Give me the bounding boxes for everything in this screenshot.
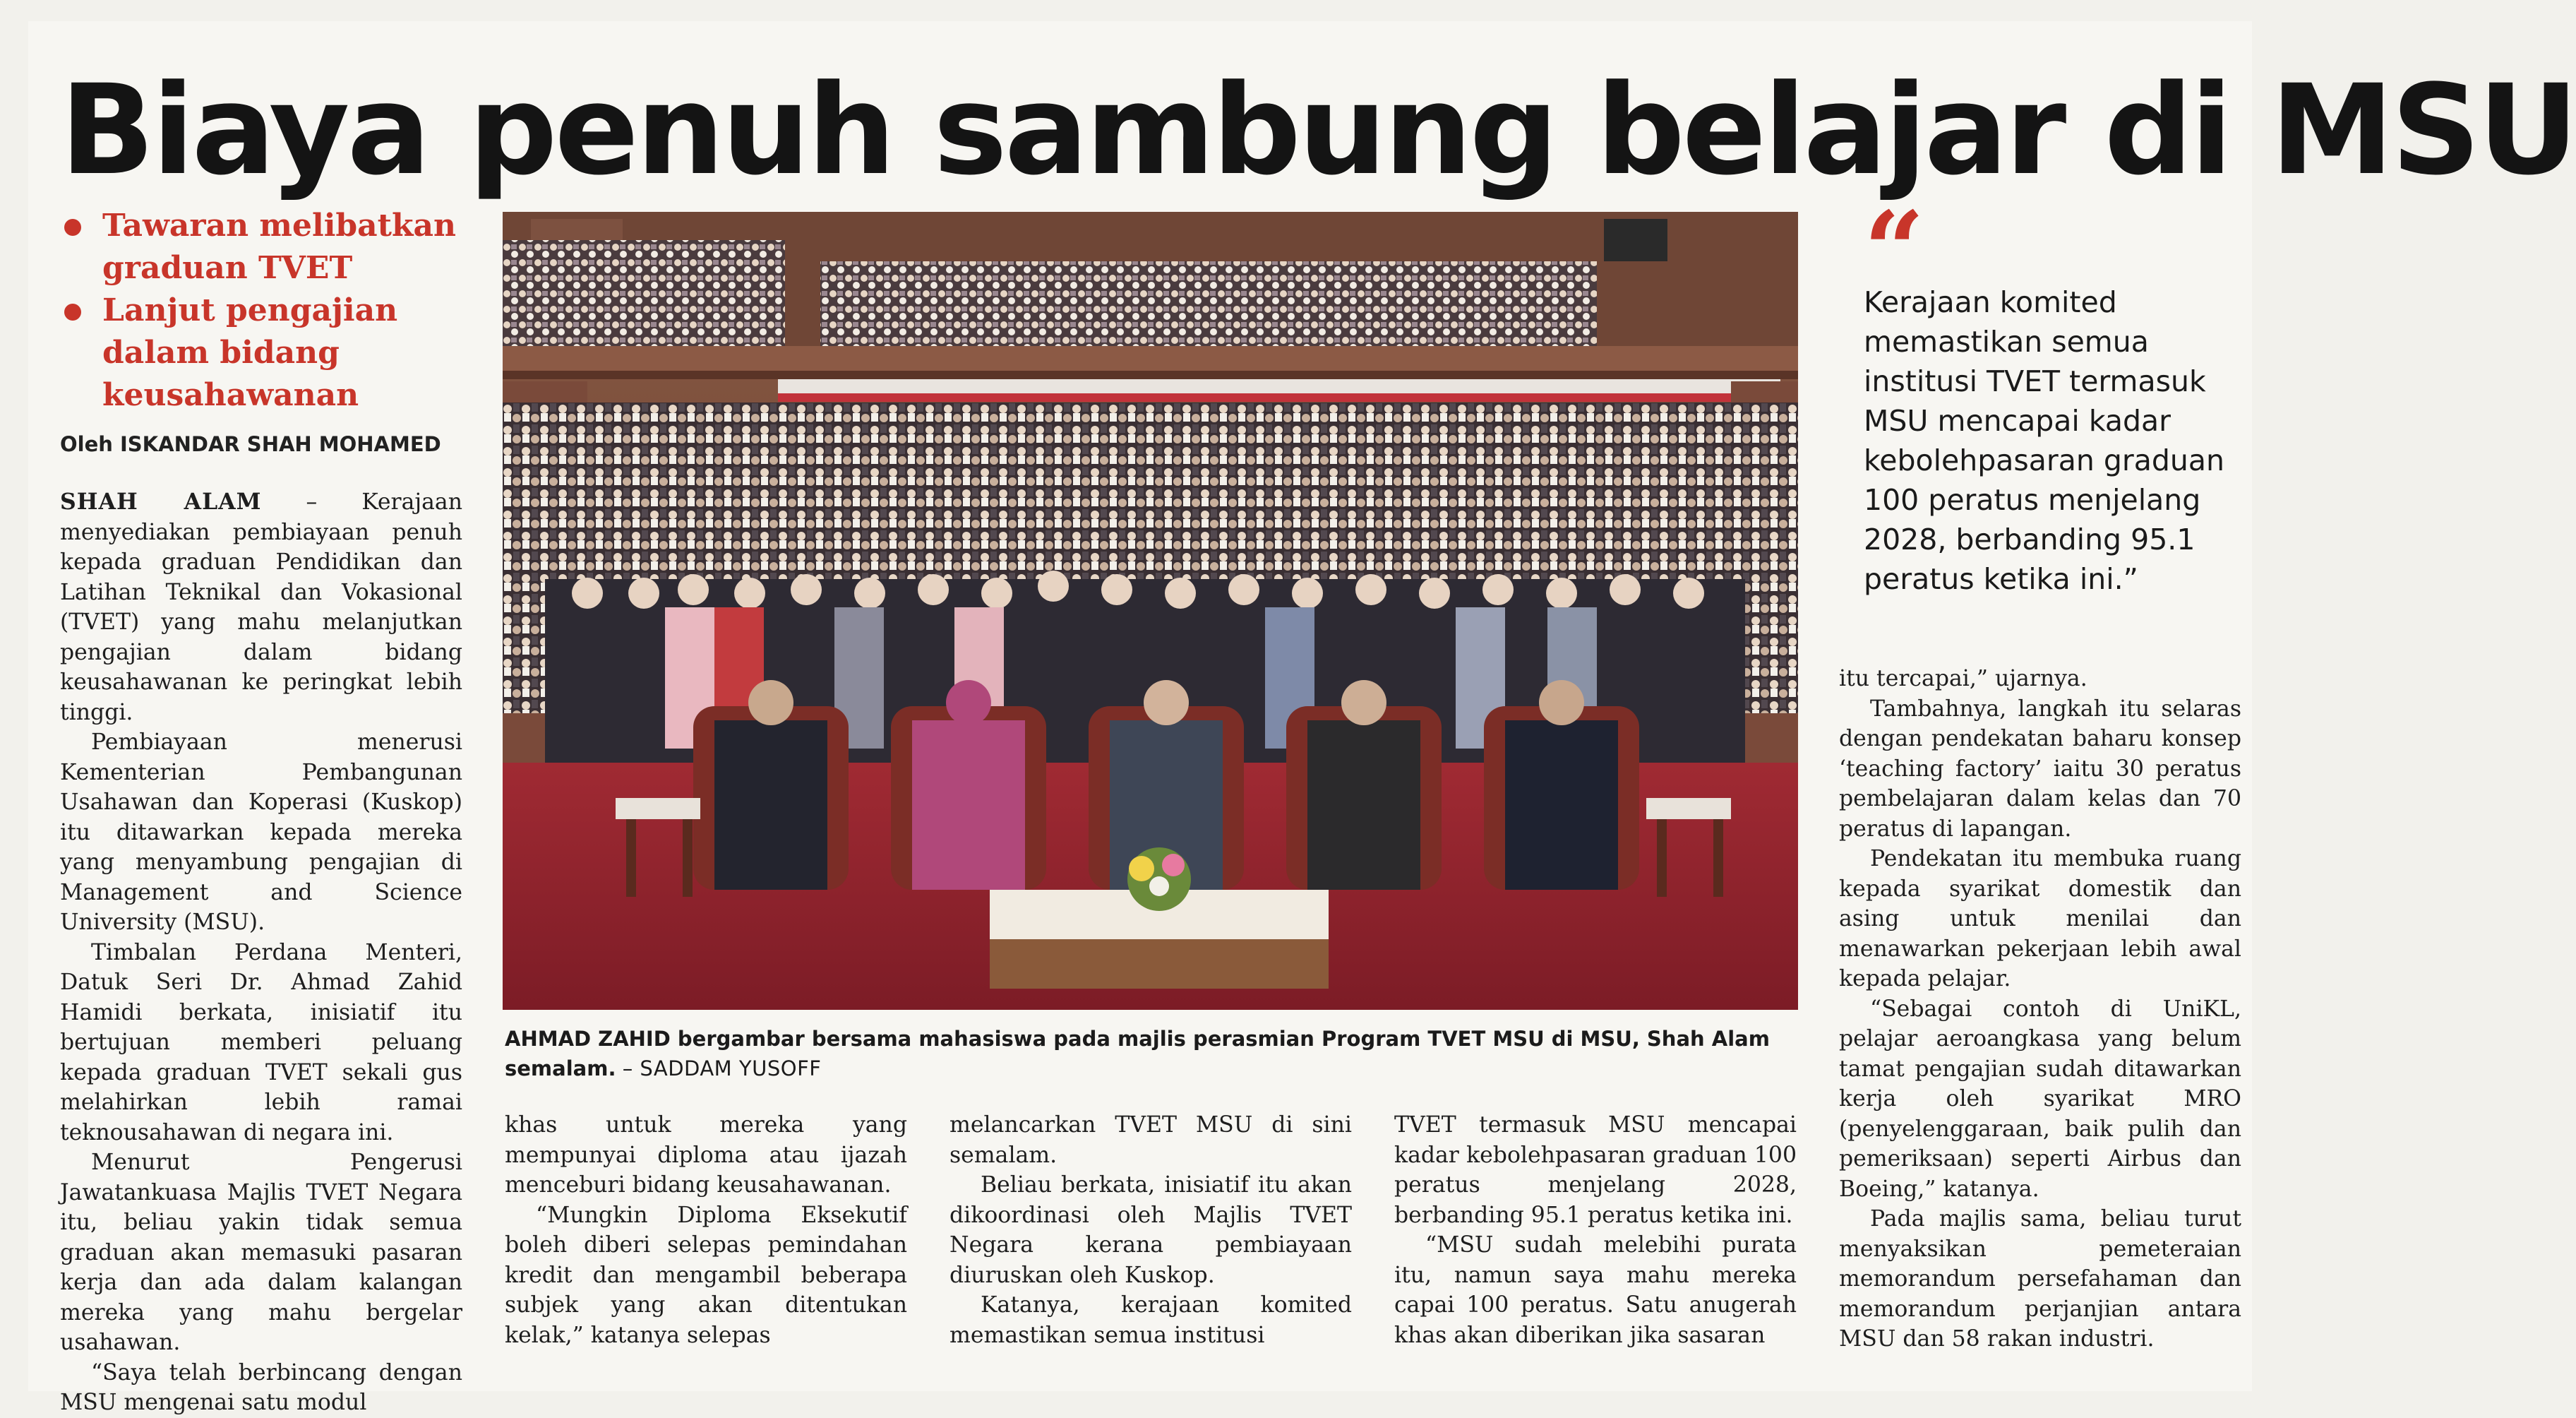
body-column-5 xyxy=(1839,664,2241,1354)
body-column-3 xyxy=(949,1110,1352,1350)
body-column-4 xyxy=(1394,1110,1797,1350)
body-paragraph: “MSU sudah melebihi purata itu, namun saya mahu mereka capai 100 peratus. Satu anugerah khas akan diberikan jika sasaran xyxy=(1394,1232,1797,1348)
body-paragraph: khas untuk mereka yang mempunyai diploma atau ijazah menceburi bidang keusahawanan. xyxy=(505,1112,907,1198)
body-paragraph: “Saya telah berbincang dengan MSU mengenai satu modul xyxy=(60,1359,462,1415)
pull-quote xyxy=(1864,189,2245,599)
headline: Biaya penuh sambung belajar di MSU xyxy=(60,58,2576,203)
summary-bullet-text: Tawaran melibatkan graduan TVET xyxy=(102,208,456,286)
summary-bullet xyxy=(60,205,469,290)
bullet-dot-icon xyxy=(64,219,81,236)
body-paragraph: Katanya, kerajaan komited memastikan semua institusi xyxy=(949,1292,1352,1348)
byline: Oleh ISKANDAR SHAH MOHAMED xyxy=(60,432,441,456)
body-paragraph: “Sebagai contoh di UniKL, pelajar aeroangkasa yang belum tamat pengajian sudah ditawarkan kerja oleh syarikat MRO (penyelenggaraan, baik pulih dan pemeriksaan) seperti Airbus dan Boeing,” katanya. xyxy=(1839,996,2241,1202)
body-paragraph: Pembiayaan menerusi Kementerian Pembangunan Usahawan dan Koperasi (Kuskop) itu ditawarkan kepada mereka yang menyambung pengajian di Management and Science University (MSU). xyxy=(60,729,462,935)
body-paragraph: melancarkan TVET MSU di sini semalam. xyxy=(949,1112,1352,1168)
body-paragraph: Beliau berkata, inisiatif itu akan dikoordinasi oleh Majlis TVET Negara kerana pembiayaan diuruskan oleh Kuskop. xyxy=(949,1172,1352,1288)
body-paragraph: TVET termasuk MSU mencapai kadar kebolehpasaran graduan 100 peratus menjelang 2028, berbanding 95.1 peratus ketika ini. xyxy=(1394,1112,1797,1228)
dateline: SHAH ALAM xyxy=(60,489,262,515)
paragraph-text: – Kerajaan menyediakan pembiayaan penuh kepada graduan Pendidikan dan Latihan Teknikal dan Vokasional (TVET) yang mahu melanjutkan pengajian dalam bidang keusahawanan ke peringkat lebih tinggi. xyxy=(60,489,462,725)
body-paragraph xyxy=(60,487,462,727)
bunting-flags xyxy=(778,379,1780,402)
caption-text: AHMAD ZAHID bergambar bersama mahasiswa pada majlis perasmian Program TVET MSU di MSU, Shah Alam semalam. xyxy=(505,1027,1770,1080)
body-paragraph: Pada majlis sama, beliau turut menyaksikan pemeteraian memorandum persefahaman dan memorandum perjanjian antara MSU dan 58 rakan industri. xyxy=(1839,1206,2241,1352)
body-paragraph: Timbalan Perdana Menteri, Datuk Seri Dr. Ahmad Zahid Hamidi berkata, inisiatif itu bertujuan memberi peluang kepada graduan TVET sekali gus melahirkan lebih ramai teknousahawan di negara ini. xyxy=(60,939,462,1145)
photo-caption xyxy=(505,1024,1804,1083)
body-column-2 xyxy=(505,1110,907,1350)
event-photo xyxy=(503,212,1798,1010)
body-paragraph: “Mungkin Diploma Eksekutif boleh diberi selepas pemindahan kredit dan mengambil beberapa subjek yang akan ditentukan kelak,” katanya selepas xyxy=(505,1202,907,1348)
summary-bullet xyxy=(60,290,469,417)
summary-bullets xyxy=(60,205,469,417)
body-paragraph: itu tercapai,” ujarnya. xyxy=(1839,666,2087,691)
summary-bullet-text: Lanjut pengajian dalam bidang keusahawanan xyxy=(102,292,398,413)
photo-credit: – SADDAM YUSOFF xyxy=(622,1056,822,1080)
pull-quote-text: Kerajaan komited memastikan semua institusi TVET termasuk MSU mencapai kadar kebolehpasaran graduan 100 peratus menjelang 2028, berbanding 95.1 peratus ketika ini.” xyxy=(1864,285,2224,596)
quote-mark-icon: “ xyxy=(1864,189,1915,313)
body-paragraph: Pendekatan itu membuka ruang kepada syarikat domestik dan asing untuk menilai dan menawarkan pekerjaan lebih awal kepada pelajar. xyxy=(1839,846,2241,991)
event-photo-illustration xyxy=(503,212,1798,1010)
bullet-dot-icon xyxy=(64,304,81,321)
body-paragraph: Tambahnya, langkah itu selaras dengan pendekatan baharu konsep ‘teaching factory’ iaitu 30 peratus pembelajaran dalam kelas dan 70 peratus di lapangan. xyxy=(1839,696,2241,842)
body-paragraph: Menurut Pengerusi Jawatankuasa Majlis TVET Negara itu, beliau yakin tidak semua graduan akan memasuki pasaran kerja dan ada dalam kalangan mereka yang mahu bergelar usahawan. xyxy=(60,1150,462,1355)
body-column-1 xyxy=(60,487,462,1418)
